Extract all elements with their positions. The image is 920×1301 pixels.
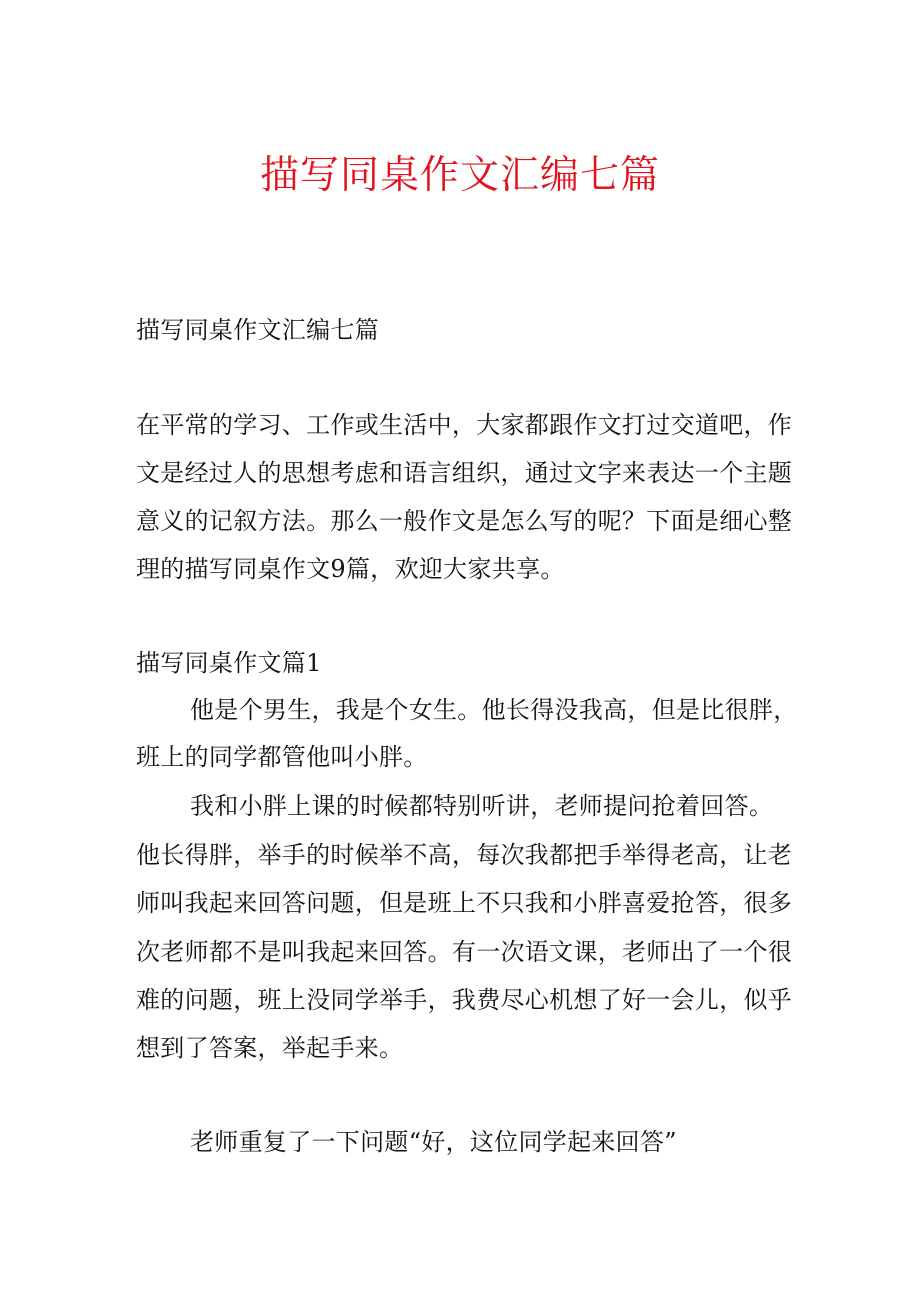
paragraph-line: 他长得胖，举手的时候举不高，每次我都把手举得老高，让老	[136, 841, 793, 869]
paragraph-line: 班上的同学都管他叫小胖。	[136, 743, 428, 771]
paragraph-line: 师叫我起来回答问题，但是班上不只我和小胖喜爱抢答，很多	[136, 889, 793, 917]
intro-line: 意义的记叙方法。那么一般作文是怎么写的呢？下面是细心整	[136, 507, 793, 535]
paragraph-line: 我和小胖上课的时候都特别听讲，老师提问抢着回答。	[190, 792, 774, 820]
document-subtitle: 描写同桌作文汇编七篇	[136, 316, 379, 344]
paragraph-line: 难的问题，班上没同学举手，我费尽心机想了好一会儿，似乎	[136, 986, 793, 1014]
intro-line: 在平常的学习、工作或生活中，大家都跟作文打过交道吧，作	[136, 411, 793, 439]
intro-line: 文是经过人的思想考虑和语言组织，通过文字来表达一个主题	[136, 459, 793, 487]
section-heading: 描写同桌作文篇1	[136, 649, 322, 677]
document-title: 描写同桌作文汇编七篇	[259, 153, 660, 198]
paragraph-line: 想到了答案，举起手来。	[136, 1034, 404, 1062]
paragraph-line: 次老师都不是叫我起来回答。有一次语文课，老师出了一个很	[136, 938, 793, 966]
paragraph-line: 老师重复了一下问题“好，这位同学起来回答”	[190, 1128, 677, 1156]
paragraph-line: 他是个男生，我是个女生。他长得没我高，但是比很胖，	[190, 696, 798, 724]
intro-line: 理的描写同桌作文9篇，欢迎大家共享。	[136, 555, 565, 583]
